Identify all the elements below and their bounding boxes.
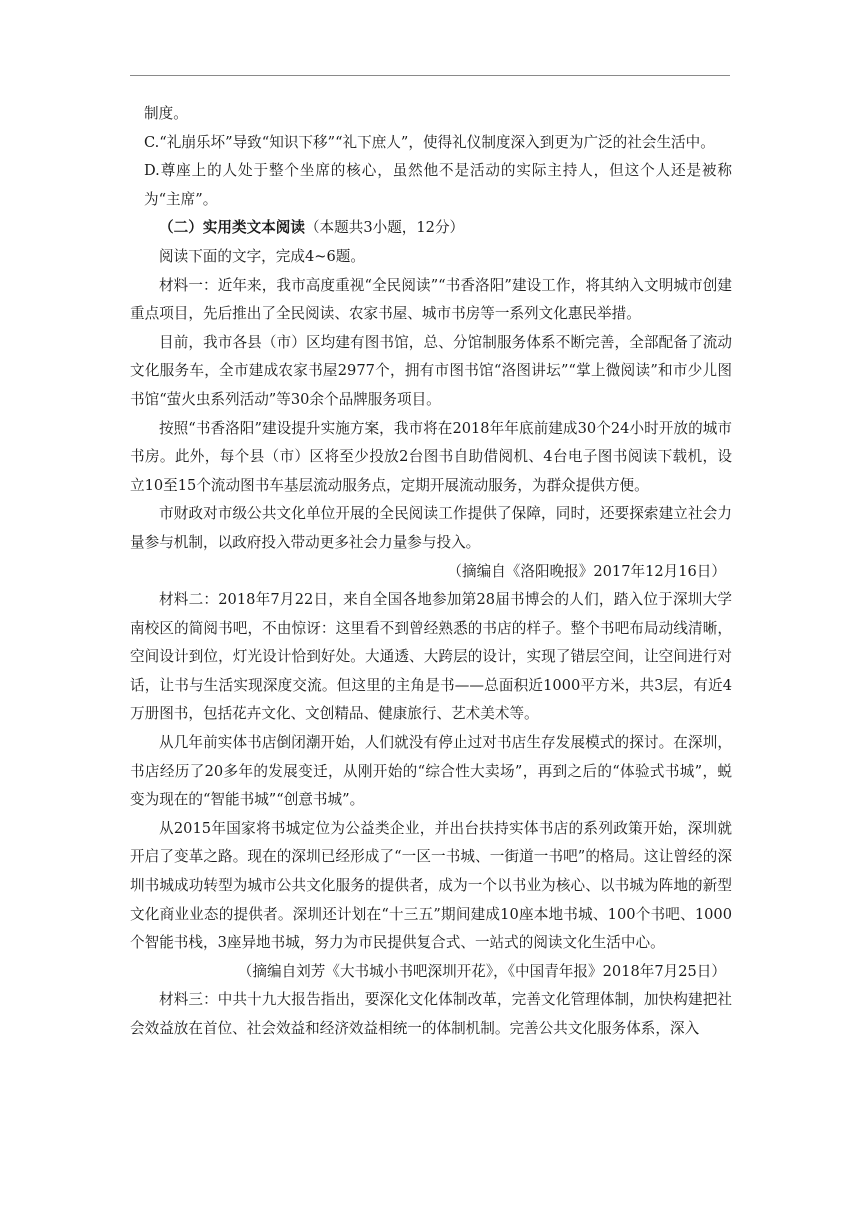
section-heading — [130, 214, 732, 243]
material-1-para-1: 材料一：近年来，我市高度重视“全民阅读”“书香洛阳”建设工作，将其纳入文明城市创建重点项目，先后推出了全民阅读、农家书屋、城市书房等一系列文化惠民举措。 — [130, 276, 732, 323]
material-1-source: （摘编自《洛阳晚报》2017年12月16日） — [447, 562, 726, 580]
material-1-para-3: 按照“书香洛阳”建设提升实施方案，我市将在2018年年底前建成30个24小时开放的城市书房。此外，每个县（市）区将至少投放2台图书自助借阅机、4台电子图书阅读下载机，设立10至15个流动图书车基层流动服务点，定期开展流动服务，为群众提供方便。 — [130, 419, 732, 494]
option-b-tail: 制度。 — [144, 105, 188, 122]
material-2-para-2: 从几年前实体书店倒闭潮开始，人们就没有停止过对书店生存发展模式的探讨。在深圳，书店经历了20多年的发展变迁，从刚开始的“综合性大卖场”，再到之后的“体验式书城”，蜕变为现在的“智能书城”“创意书城”。 — [130, 734, 732, 809]
instruction: 阅读下面的文字，完成4~6题。 — [159, 247, 365, 265]
material-2-para-3: 从2015年国家将书城定位为公益类企业，并出台扶持实体书店的系列政策开始，深圳就开启了变革之路。现在的深圳已经形成了“一区一书城、一街道一书吧”的格局。这让曾经的深圳书城成功转型为城市公共文化服务的提供者，成为一个以书业为核心、以书城为阵地的新型文化商业业态的提供者。深圳还计划在“十三五”期间建成10座本地书城、100个书吧、1000个智能书栈，3座异地书城，努力为市民提供复合式、一站式的阅读文化生活中心。 — [130, 819, 732, 952]
material-1-para-4: 市财政对市级公共文化单位开展的全民阅读工作提供了保障，同时，还要探索建立社会力量参与机制，以政府投入带动更多社会力量参与投入。 — [130, 505, 732, 551]
text-column — [130, 100, 732, 1044]
material-2-source: （摘编自刘芳《大书城小书吧深圳开花》，《中国青年报》2018年7月25日） — [237, 962, 726, 980]
material-1-para-2: 目前，我市各县（市）区均建有图书馆，总、分馆制服务体系不断完善，全部配备了流动文化服务车，全市建成农家书屋2977个，拥有市图书馆“洛图讲坛”“掌上微阅读”和市少儿图书馆“萤火虫系列活动”等30余个品牌服务项目。 — [130, 333, 732, 408]
section-heading-note: （本题共3小题，12分） — [304, 219, 465, 237]
header-rule — [130, 75, 730, 76]
option-d: D.尊座上的人处于整个坐席的核心，虽然他不是活动的实际主持人，但这个人还是被称为“主席”。 — [144, 162, 732, 208]
option-c: C.“礼崩乐坏”导致“知识下移”“礼下庶人”，使得礼仪制度深入到更为广泛的社会生活中。 — [144, 133, 715, 151]
section-heading-title: （二）实用类文本阅读 — [159, 219, 305, 237]
material-3-para-1: 材料三：中共十九大报告指出，要深化文化体制改革，完善文化管理体制，加快构建把社会效益放在首位、社会效益和经济效益相统一的体制机制。完善公共文化服务体系，深入 — [130, 991, 732, 1037]
material-2-para-1: 材料二：2018年7月22日，来自全国各地参加第28届书博会的人们，踏入位于深圳大学南校区的简阅书吧，不由惊讶：这里看不到曾经熟悉的书店的样子。整个书吧布局动线清晰，空间设计到位，灯光设计恰到好处。大通透、大跨层的设计，实现了错层空间，让空间进行对话，让书与生活实现深度交流。但这里的主角是书——总面积近1000平方米，共3层，有近4万册图书，包括花卉文化、文创精品、健康旅行、艺术美术等。 — [130, 591, 732, 723]
